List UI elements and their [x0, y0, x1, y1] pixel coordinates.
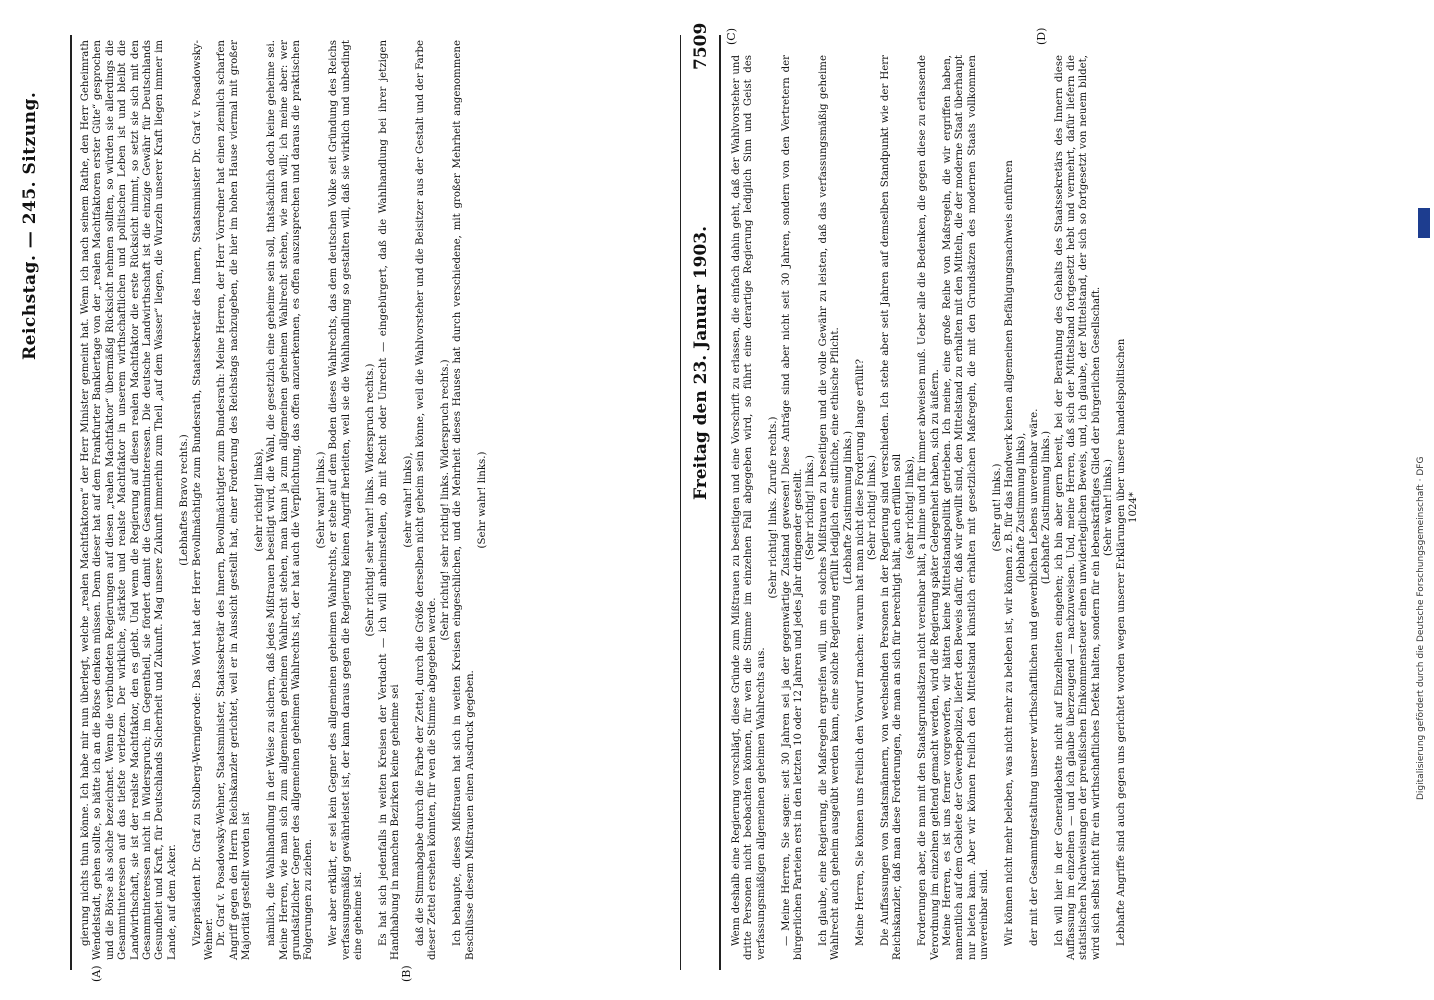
- interjection: (sehr richtig! links),: [253, 448, 265, 552]
- paragraph: nämlich, die Wahlhandlung in der Weise zu sichern, daß jedes Mißtrauen beseitigt wird, die Wahl, die gesetzlich eine geheime sein soll, thatsächlich doch keine geheime sei. Meine Herren, wie man sich zum allgemeinen geheimen Wahlrecht stehen, man kann ja zum allgemeinen geheimen Wahlrecht stehen, wie man will; ich meine aber: wer grundsätzlicher Gegner des allgemeinen geheimen Wahlrechts ist, der hat auch die Verpflichtung, das offen anzuerkennen, es offen auszusprechen und daraus die praktischen Folgerungen zu ziehen.: [266, 40, 315, 960]
- interjection: (lebhafte Zustimmung links),: [1016, 432, 1028, 583]
- paragraph: Meine Herren, es ist uns ferner vorgeworfen, wir hätten keine Mittelstandspolitik getrieben. Ich meine, eine große Reihe von Maßregeln, die wir ergriffen haben, namentlich auf dem Gebiete der Gewerbepolizei, liefert den Beweis dafür, daß wir gewillt sind, den Mittelstand zu erhalten mit den Mitteln, die der moderne Staat überhaupt nur bieten kann. Aber wir können freilich den Mittelstand künstlich erhalten mit gesetzlichen Maßregeln, die mit den Grundsätzen des modernen Staats vollkommen unvereinbar sind.: [941, 55, 991, 960]
- side-credit: [1416, 200, 1432, 800]
- page-number: 7509: [691, 22, 711, 70]
- paragraph: Wer aber erklärt, er sei kein Gegner des allgemeinen geheimen Wahlrechts, er stehe auf dem Boden dieses Wahlrechts, das dem deutschen Volke seit Gründung des Reichs verfassungsmäßig gewährleistet ist, der kann daraus gegen die Regierung keinen Angriff herleiten, weil sie die Wahlhandlung so gestalten will, daß sie wirklich und unbedingt eine geheime ist.: [328, 40, 364, 960]
- text-column-left: [80, 40, 670, 960]
- paragraph: Ich behaupte, dieses Mißtrauen hat sich in weiten Kreisen eingeschlichen, und die Mehrheit dieses Hauses hat durch verschiedene, mit großer Mehrheit angenommene Beschlüsse diesem Mißtrauen einen Ausdruck gegeben.: [452, 40, 476, 960]
- interjection: (Sehr wahr! links.): [315, 451, 327, 549]
- paragraph: Dr. Graf v. Posadowsky-Wehner, Staatsminister, Staatssekretär des Innern, Bevollmächtigter zum Bundesrath: Meine Herren, der Herr Vorredner hat einen ziemlich scharfen Angriff gegen den Herrn Reichskanzler gerichtet, weil er in Aussicht gestellt hat, einer Forderung des Reichstags nachzugeben, die hier im hohen Hause viermal mit großer Majorität gestellt worden ist: [216, 40, 253, 960]
- right-page-half: [685, 0, 1370, 1000]
- margin-marker-d: (D): [1035, 27, 1048, 45]
- page-header-left: Reichstag. — 245. Sitzung.: [20, 91, 40, 360]
- interjection: (Lebhafte Zustimmung links.): [842, 430, 854, 585]
- margin-marker-a: (A): [90, 965, 103, 982]
- header-rule-right: [719, 35, 721, 970]
- interjection: (sehr wahr! links),: [402, 452, 414, 548]
- paragraph: Meine Herren, Sie können uns freilich den Vorwurf machen: warum hat man nicht diese Forderung lange erfüllt?: [855, 359, 867, 946]
- page-header-date: Freitag den 23. Januar 1903.: [691, 225, 711, 500]
- paragraph: Vizepräsident Dr. Graf zu Stolberg-Wernigerode: Das Wort hat der Herr Bevollmächtigte zum Bundesrath, Staatssekretär des Innern, Staatsminister Dr. Graf v. Posadowsky-Wehner.: [191, 40, 216, 960]
- margin-marker-c: (C): [725, 28, 738, 45]
- interjection: (Sehr richtig! sehr wahr! links. Widerspruch rechts.): [365, 363, 377, 637]
- interjection: (Sehr wahr! links.): [477, 451, 488, 549]
- interjection: (Lebhaftes Bravo rechts.): [179, 434, 191, 566]
- paragraph: — Meine Herren, Sie sagen: seit 30 Jahren sei ja der gegenwärtige Zustand gewesen! Diese Anträge sind aber nicht seit 30 Jahren, sondern von den Vertretern der bürgerlichen Parteien erst in den letzten 10 oder 12 Jahren und jedes Jahr dringender gestellt.: [780, 55, 805, 960]
- page-divider: [680, 35, 681, 970]
- interjection: (Sehr richtig! links.): [867, 455, 879, 560]
- paragraph: Wir können nicht mehr beleben, was nicht mehr zu beleben ist, wir können z. B. für das Handwerk keinen allgemeinen Befähigungsnachweis einführen: [1003, 160, 1015, 946]
- interjection: (Sehr gut! links.): [991, 463, 1003, 552]
- margin-marker-b: (B): [400, 965, 413, 982]
- paragraph: Die Auffassungen von Staatsmännern, von wechselnden Personen in der Regierung sind verschieden. Ich stehe aber seit Jahren auf demselben Standpunkt wie der Herr Reichskanzler, daß man diese Forderungen, die man an sich für berechtigt hält, auch erfüllen soll: [879, 55, 904, 960]
- paragraph: Es hat sich jedenfalls in weiten Kreisen der Verdacht — ich will anheimstellen, ob mit Recht oder Unrecht — eingebürgert, daß die Wahlhandlung bei ihrer jetzigen Handhabung in manchen Bezirken keine geheime sei: [377, 40, 402, 960]
- interjection: (Sehr richtig! links. Zurufe rechts.): [768, 416, 780, 599]
- paragraph: Forderungen aber, die man mit den Staatsgrundsätzen nicht vereinbar hält, a limine und für immer abweisen muß. Ueber alle die Bedenken, die gegen diese zu erlassende Verordnung im einzelnen geltend gemacht werden, wird die Regierung später Gelegenheit haben, sich zu äußern.: [917, 55, 941, 960]
- text-column-right: [731, 55, 1361, 960]
- digitization-credit: Digitalisierung gefördert durch die Deutsche Forschungsgemeinschaft · DFG: [1416, 456, 1426, 800]
- paragraph: Ich will hier in der Generaldebatte nicht auf Einzelheiten eingehen; ich bin aber gern bereit, bei der Berathung des Gehalts des Staatssekretärs des Innern diese Auffassung im einzelnen — und ich glaube überzeugend — nachzuweisen. Und, meine Herren, daß sich der Mittelstand fortgesetzt hebt und vermehrt, dafür liefern die statistischen Nachweisungen der preußischen Einkommensteuer einen unwiderleglichen Beweis, und, ich glaube, der Mittelstand, der sich so fortgesetzt von neuem bildet, wird sich selbst nicht für ein wirthschaftliches Defekt halten, sondern für ein lebenskräftiges Glied der bürgerlichen Gesellschaft.: [1053, 55, 1102, 960]
- paragraph: der mit der Gesammtgestaltung unserer wirthschaftlichen und gewerblichen Lebens unvereinbar wäre.: [1028, 408, 1040, 946]
- paragraph: daß die Stimmabgabe durch die Farbe der Zettel, durch die Größe derselben nicht geheim sein könne, weil die Wahlvorsteher und die Beisitzer aus der Gestalt und der Farbe dieser Zettel ersehen könnten, für wen die Stimme abgegeben werde.: [414, 40, 439, 960]
- interjection: (Lebhafte Zustimmung links.): [1041, 430, 1053, 585]
- paragraph: gierung nichts thun könne. Ich habe mir nun überlegt, welche „realen Machtfaktoren“ der Herr Minister gemeint hat. Wenn ich nach seinem Rathe, den Herr Geheimrath Wendelstadt, gehen sollte, so hätte ich an die Börse denken müssen. Denn dieser hat auf dem Frankfurter Bankiertage von der „realen Machtfaktoren erster Güte“ gesprochen und die Börse als solche bezeichnet. Wenn die verbündeten Regierungen auf diesen „realen Machtfaktor“ übermäßig Rücksicht nehmen sollten, so würden sie allerdings die Gesammtinteressen auf das tiefste verletzen. Der wirkliche, stärkste und realste Machtfaktor in unserem wirthschaftlichen und politischen Leben ist und bleibt die Landwirthschaft, sie ist der realste Machtfaktor, den es giebt. Und wenn die Regierung auf diesen realen Machtfaktor die erste Rücksicht nimmt, so setzt sie sich mit den Gesammtinteressen nicht in Widerspruch; im Gegentheil, sie fördert damit die Gesammtinteressen. Die deutsche Landwirthschaft ist die einzige Gewähr für Deutschlands Gesundheit und Kraft, für Deutschlands Sicherheit und Zukunft. Mag unsere Zukunft immerhin zum Theil „auf dem Wasser“ liegen, die Wurzeln unserer Kraft liegen immer im Lande, auf dem Acker.: [80, 40, 178, 960]
- interjection: (sehr richtig! links),: [904, 455, 916, 560]
- paragraph: Ich glaube, eine Regierung, die Maßregeln ergreifen will, um ein solches Mißtrauen zu beseitigen und die volle Gewähr zu leisten, daß das verfassungsmäßig geheime Wahlrecht auch geheim ausgeübt werden kann, eine solche Regierung erfüllt lediglich eine sittliche, eine ethische Pflicht.: [817, 55, 842, 960]
- interjection: 1024*: [1128, 491, 1139, 524]
- paragraph: Lebhafte Angriffe sind auch gegen uns gerichtet worden wegen unserer Erklärungen über unsere handelspolitischen: [1115, 338, 1127, 946]
- interjection: (Sehr richtig! sehr richtig! links. Widerspruch rechts.): [439, 359, 451, 641]
- interjection: (Sehr wahr! links.): [1103, 459, 1115, 556]
- left-page-half: [0, 0, 685, 1000]
- paragraph: Wenn deshalb eine Regierung vorschlägt, diese Gründe zum Mißtrauen zu beseitigen und eine Vorschrift zu erlassen, die einfach dahin geht, daß der Wahlvorsteher und dritte Personen nicht beobachten können, für wen die Stimme im einzelnen Fall abgegeben wird, so führt eine derartige Regierung lediglich Sinn und Geist des verfassungsmäßigen allgemeinen geheimen Wahlrechts aus.: [731, 55, 767, 960]
- header-rule-left: [70, 35, 72, 970]
- interjection: (Sehr richtig! links.): [805, 455, 817, 560]
